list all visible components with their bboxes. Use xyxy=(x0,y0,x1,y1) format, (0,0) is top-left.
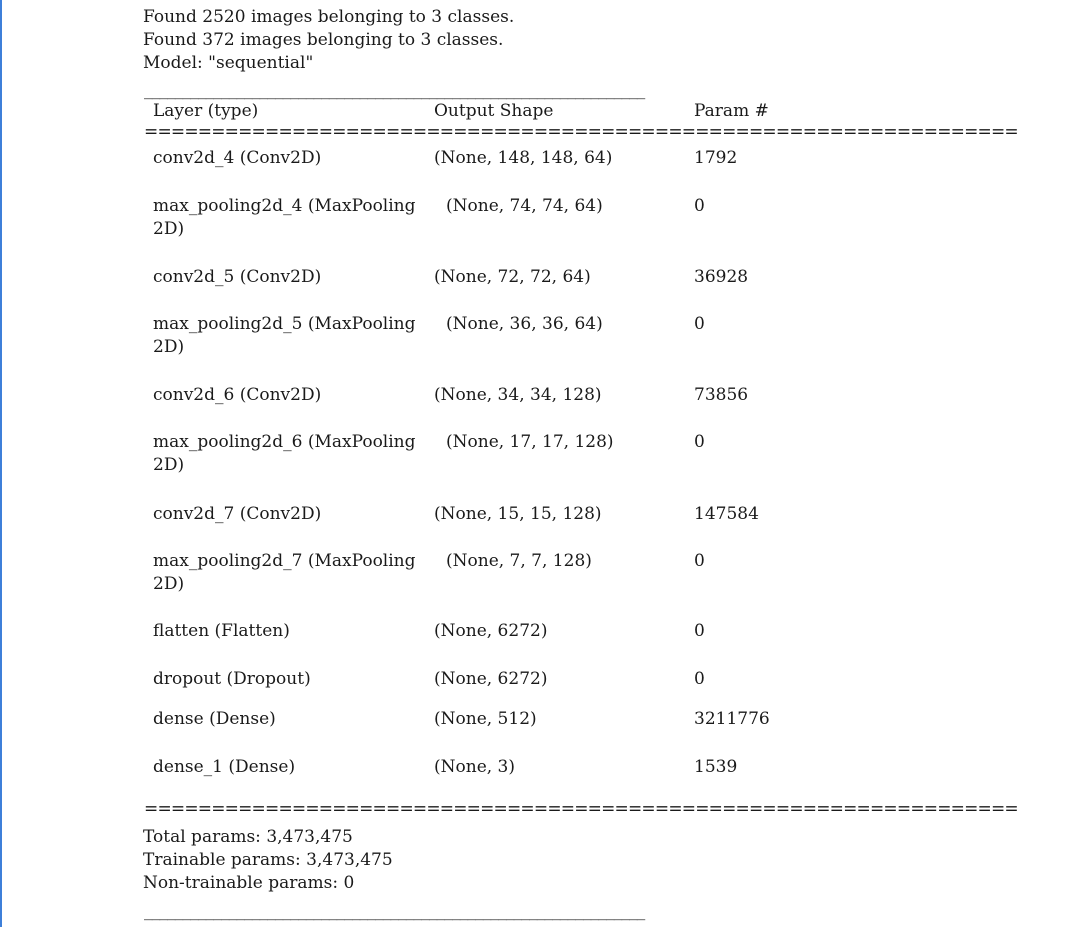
param-count-cell: 0 xyxy=(694,314,705,334)
layer-name-continuation: 2D) xyxy=(153,574,185,594)
output-shape-cell: (None, 148, 148, 64) xyxy=(434,148,613,168)
param-count-cell: 1539 xyxy=(694,757,738,777)
layer-name-continuation: 2D) xyxy=(153,455,185,475)
param-count-cell: 3211776 xyxy=(694,709,770,729)
output-shape-cell: (None, 36, 36, 64) xyxy=(446,314,603,334)
header-line-2: Found 372 images belonging to 3 classes. xyxy=(143,30,504,50)
output-shape-cell: (None, 72, 72, 64) xyxy=(434,267,591,287)
layer-name-cell: conv2d_7 (Conv2D) xyxy=(153,504,322,524)
output-shape-cell: (None, 74, 74, 64) xyxy=(446,196,603,216)
param-count-cell: 0 xyxy=(694,196,705,216)
layer-name-cell: max_pooling2d_4 (MaxPooling xyxy=(153,196,416,216)
output-shape-cell: (None, 7, 7, 128) xyxy=(446,551,592,571)
table-rule-eq-bottom: ================================================================= xyxy=(144,799,1018,819)
layer-name-cell: conv2d_4 (Conv2D) xyxy=(153,148,322,168)
param-count-cell: 0 xyxy=(694,551,705,571)
column-header-shape: Output Shape xyxy=(434,101,554,121)
column-header-params: Param # xyxy=(694,101,769,121)
param-count-cell: 0 xyxy=(694,621,705,641)
table-rule-bottom: _________________________________________________________________ xyxy=(144,901,645,921)
header-line-3: Model: "sequential" xyxy=(143,53,314,73)
layer-name-cell: flatten (Flatten) xyxy=(153,621,290,641)
layer-name-continuation: 2D) xyxy=(153,337,185,357)
non-trainable-params: Non-trainable params: 0 xyxy=(143,873,355,893)
output-shape-cell: (None, 34, 34, 128) xyxy=(434,385,602,405)
param-count-cell: 147584 xyxy=(694,504,759,524)
param-count-cell: 0 xyxy=(694,432,705,452)
layer-name-cell: conv2d_6 (Conv2D) xyxy=(153,385,322,405)
layer-name-cell: max_pooling2d_6 (MaxPooling xyxy=(153,432,416,452)
output-shape-cell: (None, 17, 17, 128) xyxy=(446,432,614,452)
layer-name-cell: conv2d_5 (Conv2D) xyxy=(153,267,322,287)
param-count-cell: 0 xyxy=(694,669,705,689)
param-count-cell: 1792 xyxy=(694,148,738,168)
table-rule-eq-top: ================================================================= xyxy=(144,122,1018,142)
param-count-cell: 73856 xyxy=(694,385,749,405)
header-line-1: Found 2520 images belonging to 3 classes. xyxy=(143,7,515,27)
output-shape-cell: (None, 3) xyxy=(434,757,516,777)
layer-name-continuation: 2D) xyxy=(153,219,185,239)
total-params: Total params: 3,473,475 xyxy=(143,827,353,847)
layer-name-cell: max_pooling2d_7 (MaxPooling xyxy=(153,551,416,571)
table-rule-top: _________________________________________________________________ xyxy=(144,80,645,100)
trainable-params: Trainable params: 3,473,475 xyxy=(143,850,393,870)
layer-name-cell: dense (Dense) xyxy=(153,709,276,729)
layer-name-cell: dense_1 (Dense) xyxy=(153,757,296,777)
output-shape-cell: (None, 6272) xyxy=(434,669,548,689)
output-shape-cell: (None, 512) xyxy=(434,709,537,729)
output-shape-cell: (None, 6272) xyxy=(434,621,548,641)
layer-name-cell: dropout (Dropout) xyxy=(153,669,311,689)
param-count-cell: 36928 xyxy=(694,267,749,287)
output-shape-cell: (None, 15, 15, 128) xyxy=(434,504,602,524)
layer-name-cell: max_pooling2d_5 (MaxPooling xyxy=(153,314,416,334)
column-header-layer: Layer (type) xyxy=(153,101,259,121)
